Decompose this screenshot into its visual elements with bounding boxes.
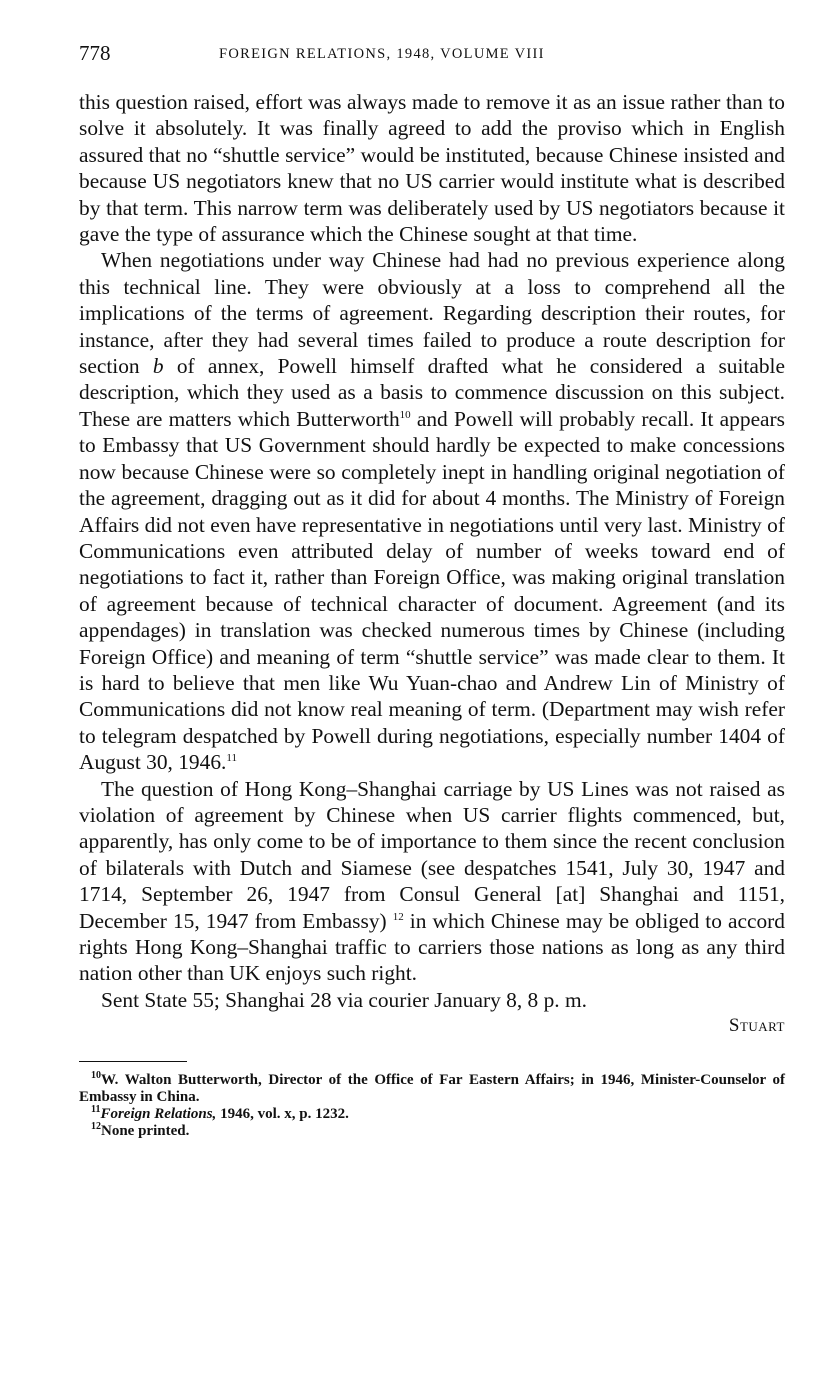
paragraph-3 [79,776,785,987]
page-header [79,38,785,68]
footnotes [79,1072,785,1140]
paragraph-2-part-c: of annex, Powell himself drafted what he considered a suitable description, which they used as a basis to commence discussion on this subject. These are matters which Butterworth [79,354,785,431]
paragraph-3-part-a: The question of Hong Kong–Shanghai carriage by US Lines was not raised as violation of agreement by Chinese when US carrier flights commenced, but, apparently, has only come to be of importance to them since the recent conclusion of bilaterals with Dutch and Siamese (see despatches 1541, July 30, 1947 and 1714, September 26, 1947 from Consul General [at] Shanghai and 1151, December 15, 1947 from Embassy) [79,776,785,933]
body-text [79,89,785,1013]
footnote-11 [79,1106,785,1123]
paragraph-2-part-a: When negotiations under way Chinese had had no previous experience along this technical line. They were obviously at a loss to comprehend all the implications of the terms of agreement. Regarding description their routes, for instance, after they had several times failed to produce a route description for section [79,248,785,379]
footnote-10-number: 10 [91,1070,101,1082]
paragraph-1: this question raised, effort was always made to remove it as an issue rather than to solve it absolutely. It was finally agreed to add the proviso which in English assured that no “shuttle service” would be instituted, because Chinese insisted and because US negotiators knew that no US carrier would institute what is described by that term. This narrow term was deliberately used by US negotiators because it gave the type of assurance which the Chinese sought at that time. [79,90,785,247]
signature: Stuart [728,1015,785,1037]
footnote-ref-11: 11 [226,752,237,765]
footnote-ref-12: 12 [392,910,404,923]
paragraph-4: Sent State 55; Shanghai 28 via courier January 8, 8 p. m. [101,987,587,1012]
section-letter: b [152,354,164,379]
footnote-11-number: 11 [91,1104,101,1116]
running-head: FOREIGN RELATIONS, 1948, VOLUME VIII [219,46,545,62]
paragraph-2 [79,247,785,775]
footnote-12-number: 12 [91,1121,101,1133]
footnote-11-title: Foreign Relations, [100,1106,217,1123]
footnote-divider [79,1061,187,1062]
footnote-ref-10: 10 [399,408,411,421]
page-number: 778 [79,41,111,65]
footnote-10-text: W. Walton Butterworth, Director of the Office of Far Eastern Affairs; in 1946, Minister-Counselor of Embassy in China. [79,1072,785,1106]
footnote-10 [79,1072,785,1106]
footnote-11-text: 1946, vol. x, p. 1232. [216,1106,349,1123]
footnote-12-text: None printed. [101,1123,190,1140]
footnote-12 [79,1123,785,1140]
document-page [79,38,785,1140]
paragraph-3-part-b: in which Chinese may be obliged to accord rights Hong Kong–Shanghai traffic to carriers those nations as long as any third nation other than UK enjoys such right. [79,908,785,986]
paragraph-2-part-d: and Powell will probably recall. It appears to Embassy that US Government should hardly be expected to make concessions now because Chinese were so completely inept in handling original negotiation of the agreement, dragging out as it did for about 4 months. The Ministry of Foreign Affairs did not even have representative in negotiations until very last. Ministry of Communications even attributed delay of number of weeks toward end of negotiations to fact it, rather than Foreign Office, was making original translation of agreement because of technical character of document. Agreement (and its appendages) in translation was checked numerous times by Chinese (including Foreign Office) and meaning of term “shuttle service” was made clear to them. It is hard to believe that men like Wu Yuan-chao and Andrew Lin of Ministry of Communications did not know real meaning of term. (Department may wish refer to telegram despatched by Powell during negotiations, especially number 1404 of August 30, 1946. [79,406,785,775]
